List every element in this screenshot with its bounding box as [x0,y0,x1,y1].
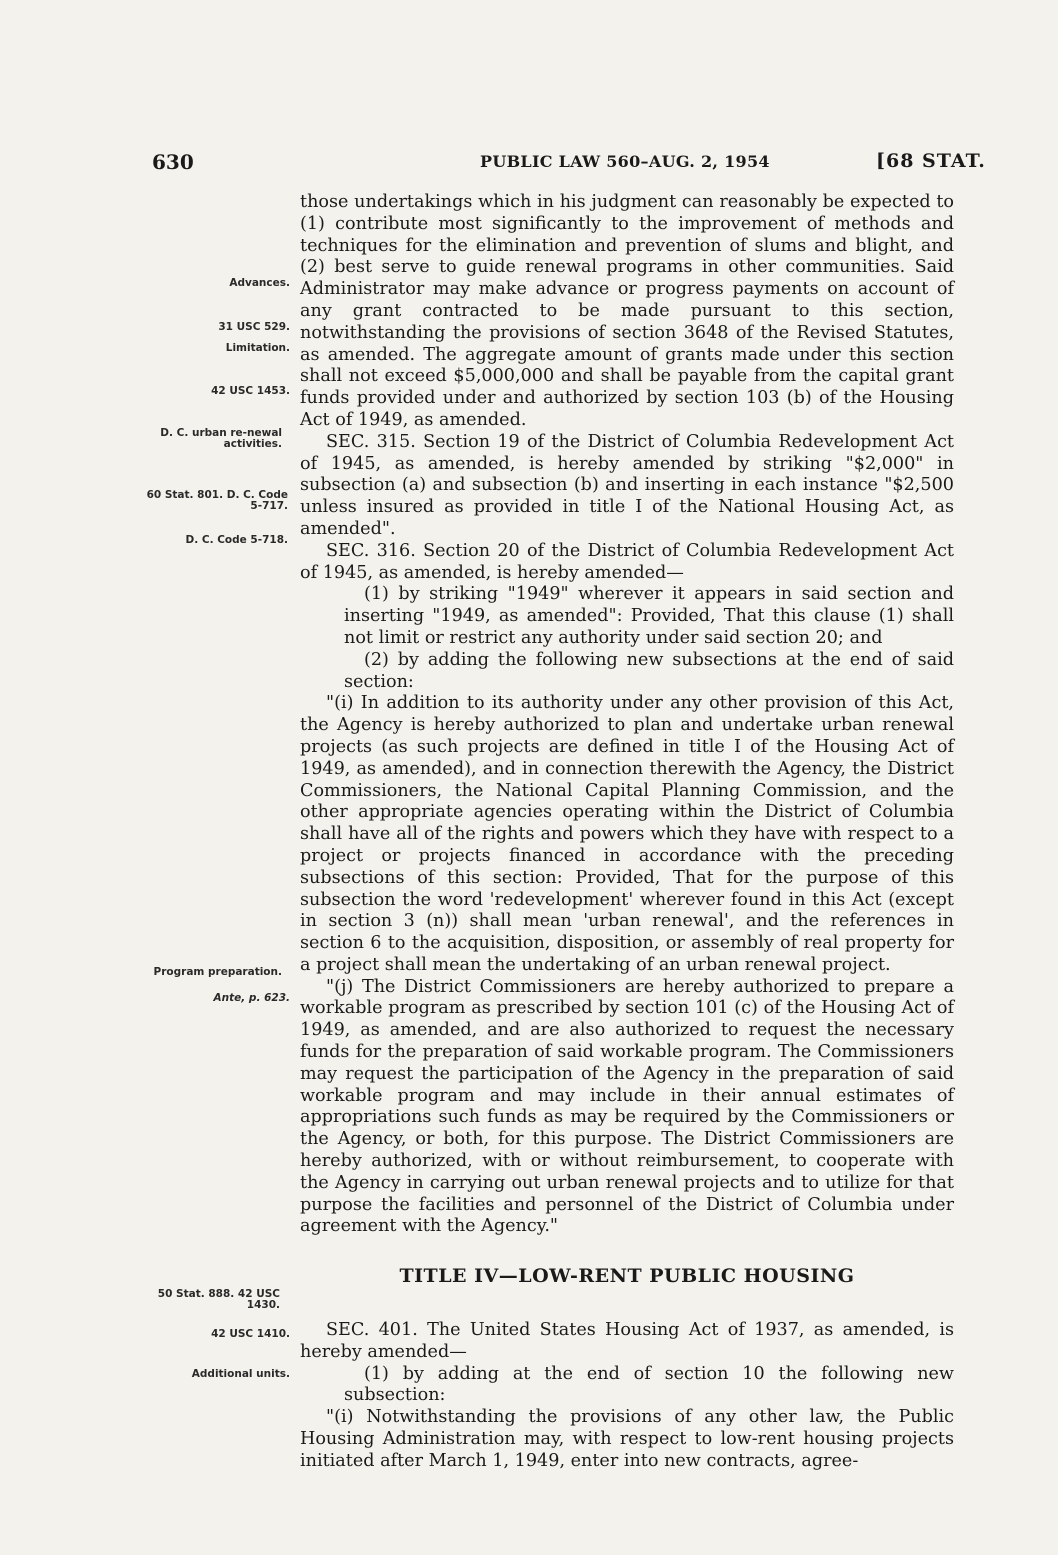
statute-reference: [68 STAT. [876,150,986,172]
margin-note: 60 Stat. 801. D. C. Code 5-717. [146,489,288,512]
paragraph: those undertakings which in his judgment can reasonably be expected to (1) contribute most significantly to the improvement of methods and techniques for the elimination and prevention of slums and blight, and (2) best serve to guide renewal programs in other communities. Said Administrator may make advance or progress payments on account of any grant contracted to be made pursuant to this section, notwithstanding the provisions of section 3648 of the Revised Statutes, as amended. The aggregate amount of grants made under this section shall not exceed $5,000,000 and shall be payable from the capital grant funds provided under and authorized by section 103 (b) of the Housing Act of 1949, as amended. [300,192,954,430]
page-header [0,150,1058,180]
margin-note: Advances. [229,277,290,289]
paragraph-quote: "(i) Notwithstanding the provisions of any other law, the Public Housing Administration may, with respect to low-rent housing projects initiated after March 1, 1949, enter into new contracts, agree- [300,1407,954,1471]
list-item: (1) by adding at the end of section 10 the following new subsection: [344,1363,954,1406]
margin-note: D. C. Code 5-718. [185,534,288,546]
paragraph-sec-401: SEC. 401. The United States Housing Act of 1937, as amended, is hereby amended— [300,1320,954,1362]
margin-note: Ante, p. 623. [213,992,290,1004]
page-number: 630 [152,150,194,174]
running-title: PUBLIC LAW 560–AUG. 2, 1954 [480,152,770,171]
list-item: (1) by striking "1949" wherever it appears in said section and inserting "1949, as amended": Provided, That this clause (1) shall not limit or restrict any authority under said section 20; and [344,584,954,648]
body-text [300,192,954,1473]
paragraph-subsection-j: "(j) The District Commissioners are hereby authorized to prepare a workable program as prescribed by section 101 (c) of the Housing Act of 1949, as amended, and are also authorized to request the necessary funds for the preparation of said workable program. The Commissioners may request the participation of the Agency in the preparation of said workable program and may include in their annual estimates of appropriations such funds as may be required by the Commissioners or the Agency, or both, for this purpose. The District Commissioners are hereby authorized, with or without reimbursement, to cooperate with the Agency in carrying out urban renewal projects and to utilize for that purpose the facilities and personnel of the District of Columbia under agreement with the Agency." [300,976,954,1237]
list-item: (2) by adding the following new subsections at the end of said section: [344,649,954,692]
margin-note: 42 USC 1453. [211,385,290,397]
title-iv-heading: TITLE IV—LOW-RENT PUBLIC HOUSING [399,1265,855,1288]
paragraph-sec-316: SEC. 316. Section 20 of the District of Columbia Redevelopment Act of 1945, as amended, is hereby amended— [300,540,954,583]
margin-note: D. C. urban re-newal activities. [160,427,282,450]
margin-note: 31 USC 529. [218,321,290,333]
paragraph-subsection-i: "(i) In addition to its authority under any other provision of this Act, the Agency is hereby authorized to plan and undertake urban renewal projects (as such projects are defined in title I of the Housing Act of 1949, as amended), and in connection therewith the Agency, the District Commissioners, the National Capital Planning Commission, and the other appropriate agencies operating within the District of Columbia shall have all of the rights and powers which they have with respect to a project or projects financed in accordance with the preceding subsections of this section: Provided, That for the purpose of this subsection the word 'redevelopment' wherever found in this Act (except in section 3 (n)) shall mean 'urban renewal', and the references in section 6 to the acquisition, disposition, or assembly of real property for a project shall mean the undertaking of an urban renewal project. [300,693,954,975]
margin-note: Additional units. [191,1368,290,1380]
margin-note: Limitation. [225,342,290,354]
margin-note: Program preparation. [153,966,282,978]
margin-note: 42 USC 1410. [211,1328,290,1340]
paragraph-sec-315: SEC. 315. Section 19 of the District of Columbia Redevelopment Act of 1945, as amended, is hereby amended by striking "$2,000" in subsection (a) and subsection (b) and inserting in each instance "$2,500 unless insured as provided in title I of the National Housing Act, as amended". [300,431,954,539]
margin-note: 50 Stat. 888. 42 USC 1430. [157,1288,280,1311]
